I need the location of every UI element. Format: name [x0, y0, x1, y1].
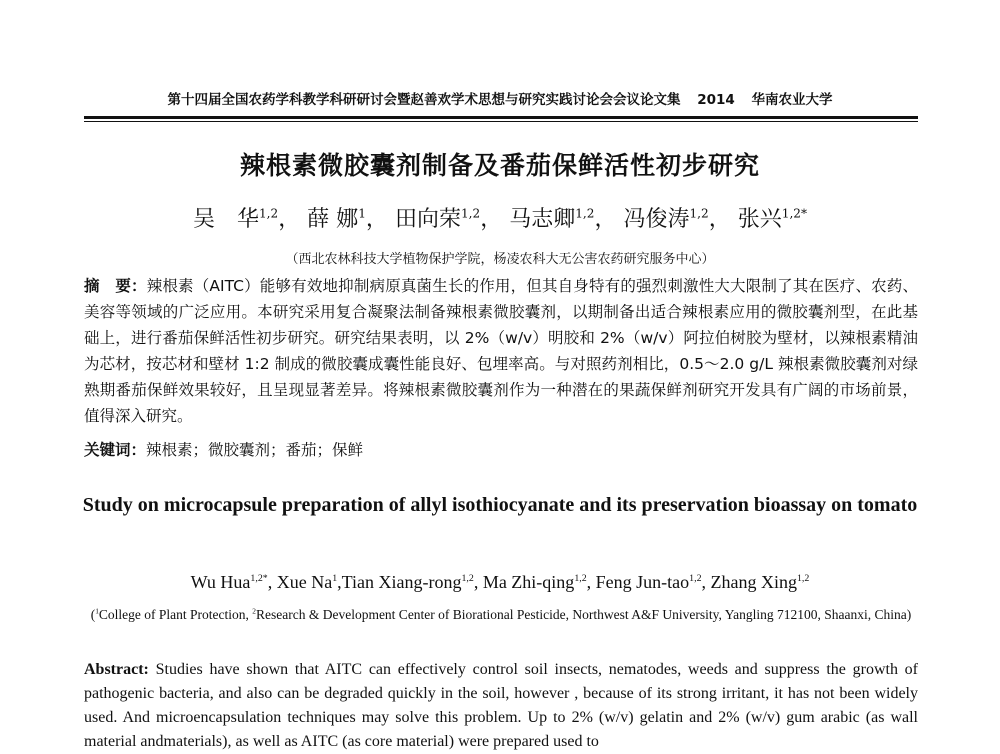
conference-host: 华南农业大学: [751, 92, 833, 108]
author-en-2: Xue Na$^1$,: [276, 572, 342, 592]
author-en-4: Ma Zhi-qing$^{1,2}$,: [482, 572, 596, 592]
abstract-en-label: Abstract:: [84, 661, 149, 678]
keywords-cn-text: 辣根素；微胶囊剂；番茄；保鲜: [146, 441, 364, 459]
authors-english: [0, 572, 1000, 593]
conference-year: 2014: [697, 92, 735, 108]
title-english: Study on microcapsule preparation of allyl isothiocyanate and its preservation bioassay on tomato: [82, 494, 918, 516]
author-en-3: Tian Xiang-rong$^{1,2}$,: [341, 572, 483, 592]
header-rule-thin: [84, 121, 918, 122]
author-cn-5: 冯俊涛$^{1,2}$，: [623, 206, 731, 232]
author-cn-3: 田向荣$^{1,2}$，: [394, 206, 503, 232]
author-en-1: Wu Hua$^{1,2*}$,: [190, 572, 277, 592]
keywords-cn-label: 关键词：: [84, 441, 147, 459]
author-cn-1: 吴 华$^{1,2}$，: [192, 206, 301, 232]
abstract-en-text: Studies have shown that AITC can effectively control soil insects, nematodes, weeds and suppress the growth of pathogenic bacteria, and also can be degraded quickly in the soil, however , because of its strong irritant, it has not been widely used. And microencapsulation techniques may solve this problem. Up to 2% (w/v) gelatin and 2% (w/v) gum arabic (as wall material andmaterials), as well as AITC (as core material) were prepared used to: [84, 661, 919, 750]
author-cn-4: 马志卿$^{1,2}$，: [509, 206, 617, 232]
abstract-chinese: [84, 273, 918, 429]
affiliation-english: ($^1$College of Plant Protection, $^2$Research & Development Center of Biorational Pesticide, Northwest A&F University, Yangling 712100, Shaanxi, China): [90, 606, 912, 622]
running-head: [80, 88, 920, 108]
abstract-cn-text: 辣根素（AITC）能够有效地抑制病原真菌生长的作用，但其自身特有的强烈刺激性大大限制了其在医疗、农药、美容等领域的广泛应用。本研究采用复合凝聚法制备辣根素微胶囊剂，以期制备出适合辣根素应用的微胶囊剂型，在此基础上，进行番茄保鲜活性初步研究。研究结果表明，以 2%（w/v）明胶和 2%（w/v）阿拉伯树胶为壁材，以辣根素精油为芯材，按芯材和壁材 1:2 制成的微胶囊成囊性能良好、包埋率高。与对照药剂相比，0.5～2.0 g/L 辣根素微胶囊剂对绿熟期番茄保鲜效果较好，且呈现显著差异。将辣根素微胶囊剂作为一种潜在的果蔬保鲜剂研究开发具有广阔的市场前景，值得深入研究。: [84, 277, 918, 425]
conference-name: 第十四届全国农药学科教学科研研讨会暨赵善欢学术思想与研究实践讨论会会议论文集: [167, 92, 681, 108]
author-cn-2: 薛 娜$^1$，: [307, 206, 388, 232]
keywords-chinese: [84, 437, 918, 463]
author-cn-6: 张兴$^{1,2*}$: [737, 206, 808, 232]
author-en-6: Zhang Xing$^{1,2}$: [710, 572, 810, 592]
authors-chinese: [0, 202, 1000, 233]
author-en-5: Feng Jun-tao$^{1,2}$,: [595, 572, 711, 592]
header-rule-thick: [84, 116, 918, 119]
abstract-cn-label: 摘 要：: [84, 277, 147, 295]
affiliation-chinese: （西北农林科技大学植物保护学院，杨凌农科大无公害农药研究服务中心）: [285, 252, 715, 267]
abstract-english: [84, 658, 918, 754]
title-chinese: 辣根素微胶囊剂制备及番茄保鲜活性初步研究: [239, 151, 760, 180]
